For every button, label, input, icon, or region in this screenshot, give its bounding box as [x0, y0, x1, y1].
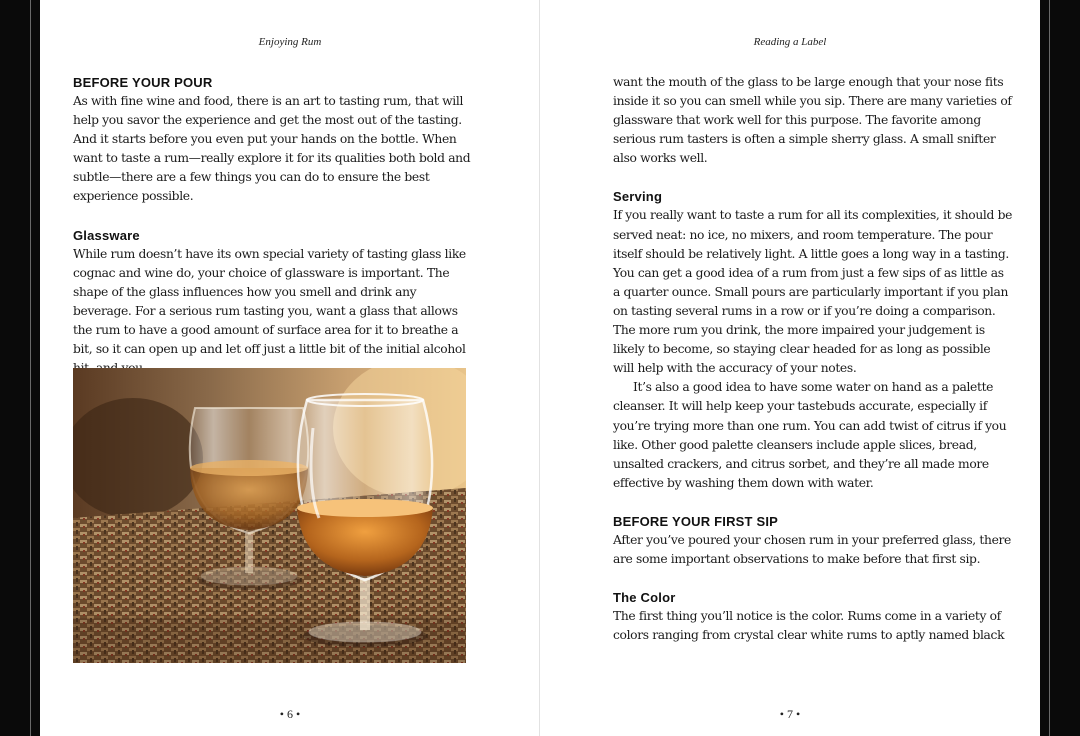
right-text-column — [613, 73, 1013, 645]
paragraph-glassware: While rum doesn’t have its own special variety of tasting glass like cognac and wine do, your choice of glassware is important. The shape of the glass influences how you smell and drink any beverage. For a serious rum tasting you, want a glass that allows the rum to have a good amount of surface area for it to breathe a bit, so it can open up and let off just a little bit of the initial alcohol — [73, 246, 466, 357]
page-number-left: • 6 • — [279, 707, 301, 721]
paragraph-before-your-pour: As with fine wine and food, there is an art to tasting rum, that will help you savor the experience and get the most out of the tasting. And it starts before you even put your hands on the bottle. When want to taste a rum—really explore it for its qualities both bold and subtle—there are a few things you can do to ensure the best experience possible. — [73, 94, 471, 204]
heading-before-your-first-sip: BEFORE YOUR FIRST SIP — [613, 513, 779, 529]
right-page-edge — [1049, 0, 1050, 736]
left-page-edge — [30, 0, 31, 736]
photo-rum-snifters — [73, 368, 466, 663]
paragraph-glassware-continued: want the mouth of the glass to be large enough that your nose fits inside it so you can smell while you sip. There are many varieties of glassware that work well for this purpose. The favorite among serious rum tasters is often a simple sherry glass. A small snifter also works well. — [613, 75, 1012, 166]
running-head-right: Reading a Label — [753, 36, 827, 48]
heading-the-color: The Color — [613, 590, 676, 606]
running-head-left: Enjoying Rum — [258, 36, 322, 48]
right-page — [540, 0, 1040, 736]
left-text-column — [73, 73, 471, 378]
heading-serving: Serving — [613, 189, 663, 205]
heading-glassware: Glassware — [73, 227, 140, 243]
paragraph-serving: If you really want to taste a rum for all its complexities, it should be served neat: no ice, no mixers, and room temperature. The pour itself should be relatively light. A little goes a long way in a tasting. You can get a good idea of a rum from just a few sips of as little as a quarter ounce. Small pours are particularly important if you plan on tasting several rums in a row or if you’re doing a comparison. The more rum you drink, the more impaired your judgement is likely to become, so staying clear headed for as long as possible will help with the accuracy of your notes. — [613, 208, 1013, 376]
heading-before-your-pour: BEFORE YOUR POUR — [73, 75, 213, 90]
paragraph-before-your-first-sip: After you’ve poured your chosen rum in your preferred glass, there are some important observations to make before that first sip. — [613, 532, 1011, 566]
page-number-right: • 7 • — [779, 707, 801, 721]
paragraph-the-color: The first thing you’ll notice is the color. Rums come in a variety of colors ranging from crystal clear white rums to aptly named black — [613, 609, 1005, 643]
left-page — [40, 0, 540, 736]
paragraph-palette-cleanser: It’s also a good idea to have some water on hand as a palette cleanser. It will help keep your tastebuds accurate, especially if you’re trying more than one rum. You can add twist of citrus if you like. Other good palette cleansers include apple slices, bread, unsalted crackers, and citrus sorbet, and they’re all made more effective by washing them down with water. — [613, 380, 1007, 490]
